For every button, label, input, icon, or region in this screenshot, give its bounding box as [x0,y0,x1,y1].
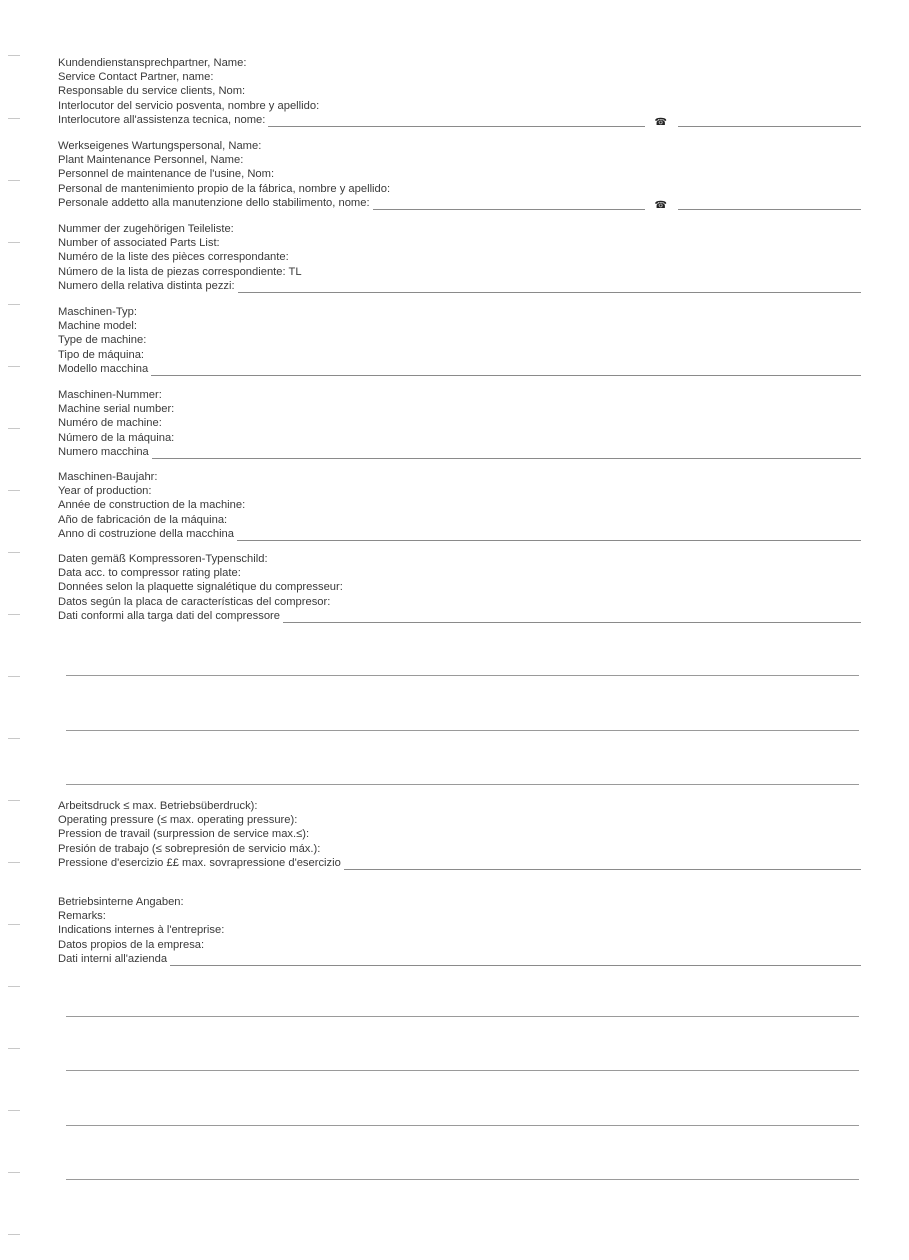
label-en: Operating pressure (≤ max. operating pressure): [58,814,298,827]
label-de: Maschinen-Nummer: [58,389,162,401]
phone-icon: ☎ [654,116,667,128]
margin-mark [8,676,20,677]
remarks-blank-line-3[interactable] [66,1125,859,1126]
label-es: Datos según la placa de características del compresor: [58,595,331,608]
margin-mark [8,614,20,615]
service-contact-name-field[interactable] [268,115,644,127]
label-de: Kundendienstansprechpartner, Name: [58,57,247,69]
label-de: Maschinen-Baujahr: [58,471,158,483]
margin-mark [8,1234,20,1235]
label-it: Numero della relativa distinta pezzi: [58,279,235,292]
label-fr: Indications internes à l'entreprise: [58,924,225,937]
label-it: Dati conformi alla targa dati del compressore [58,609,280,622]
label-es: Presión de trabajo (≤ sobrepresión de servicio máx.): [58,842,321,855]
label-it: Dati interni all'azienda [58,952,168,965]
label-en: Machine model: [58,320,137,333]
margin-mark [8,862,20,863]
label-de: Arbeitsdruck ≤ max. Betriebsüberdruck): [58,800,258,812]
margin-mark [8,180,20,181]
margin-mark [8,118,20,119]
label-en: Data acc. to compressor rating plate: [58,567,241,580]
remarks-row [58,952,861,966]
operating-pressure-section [58,799,861,870]
label-de: Nummer der zugehörigen Teileliste: [58,223,234,235]
machine-model-field[interactable] [151,364,861,376]
rating-plate-section [58,552,861,623]
plant-maintenance-name-field[interactable] [373,198,645,210]
rating-plate-blank-line-3[interactable] [66,784,859,785]
margin-mark [8,304,20,305]
label-it: Anno di costruzione della macchina [58,527,234,540]
label-en: Service Contact Partner, name: [58,71,214,84]
machine-model-section [58,305,861,376]
label-de: Maschinen-Typ: [58,306,137,318]
label-fr: Numéro de machine: [58,417,162,430]
rating-plate-row [58,609,861,623]
label-en: Plant Maintenance Personnel, Name: [58,154,244,167]
machine-model-row [58,362,861,376]
label-fr: Pression de travail (surpression de service max.≤): [58,828,310,841]
operating-pressure-row [58,856,861,870]
label-es: Número de la lista de piezas correspondiente: TL [58,265,302,278]
margin-mark [8,800,20,801]
label-fr: Année de construction de la machine: [58,499,246,512]
remarks-section [58,895,861,966]
margin-mark [8,738,20,739]
rating-plate-blank-line-1[interactable] [66,675,859,676]
label-en: Machine serial number: [58,403,175,416]
machine-number-field[interactable] [152,447,861,459]
margin-mark [8,366,20,367]
remarks-blank-line-4[interactable] [66,1179,859,1180]
plant-maintenance-section [58,139,861,210]
year-of-production-section [58,470,861,541]
margin-mark [8,242,20,243]
margin-mark [8,1172,20,1173]
label-es: Personal de mantenimiento propio de la fábrica, nombre y apellido: [58,182,391,195]
year-of-production-field[interactable] [237,529,861,541]
margin-mark [8,1110,20,1111]
remarks-field[interactable] [170,954,861,966]
service-contact-section [58,56,861,127]
parts-list-number-field[interactable] [238,281,861,293]
label-de: Betriebsinterne Angaben: [58,896,184,908]
label-fr: Données selon la plaquette signalétique du compresseur: [58,581,343,594]
machine-number-section [58,388,861,459]
remarks-blank-line-1[interactable] [66,1016,859,1017]
label-es: Año de fabricación de la máquina: [58,513,228,526]
label-fr: Responsable du service clients, Nom: [58,85,246,98]
label-it: Modello macchina [58,362,149,375]
plant-maintenance-phone-field[interactable] [678,198,861,210]
label-it: Interlocutore all'assistenza tecnica, nome: [58,113,266,126]
machine-number-row [58,445,861,459]
margin-mark [8,490,20,491]
service-contact-row [58,113,861,127]
label-fr: Personnel de maintenance de l'usine, Nom: [58,168,275,181]
label-es: Datos propios de la empresa: [58,938,205,951]
service-contact-phone-field[interactable] [678,115,861,127]
label-de: Daten gemäß Kompressoren-Typenschild: [58,553,268,565]
margin-mark [8,552,20,553]
label-fr: Type de machine: [58,334,147,347]
parts-list-section [58,222,861,293]
margin-mark [8,1048,20,1049]
label-it: Personale addetto alla manutenzione dello stabilimento, nome: [58,196,370,209]
label-de: Werkseigenes Wartungspersonal, Name: [58,140,262,152]
label-it: Pressione d'esercizio ££ max. sovrapressione d'esercizio [58,856,341,869]
margin-mark [8,55,20,56]
label-fr: Numéro de la liste des pièces correspondante: [58,251,289,264]
label-en: Remarks: [58,910,106,923]
label-it: Numero macchina [58,445,149,458]
phone-icon: ☎ [654,199,667,211]
label-es: Tipo de máquina: [58,348,145,361]
margin-mark [8,924,20,925]
margin-mark [8,428,20,429]
year-of-production-row [58,527,861,541]
rating-plate-blank-line-2[interactable] [66,730,859,731]
remarks-blank-line-2[interactable] [66,1070,859,1071]
label-es: Número de la máquina: [58,431,175,444]
operating-pressure-field[interactable] [344,858,861,870]
margin-mark [8,986,20,987]
plant-maintenance-row [58,196,861,210]
label-en: Number of associated Parts List: [58,237,220,250]
parts-list-row [58,279,861,293]
label-en: Year of production: [58,485,152,498]
label-es: Interlocutor del servicio posventa, nombre y apellido: [58,99,320,112]
rating-plate-field[interactable] [283,611,861,623]
